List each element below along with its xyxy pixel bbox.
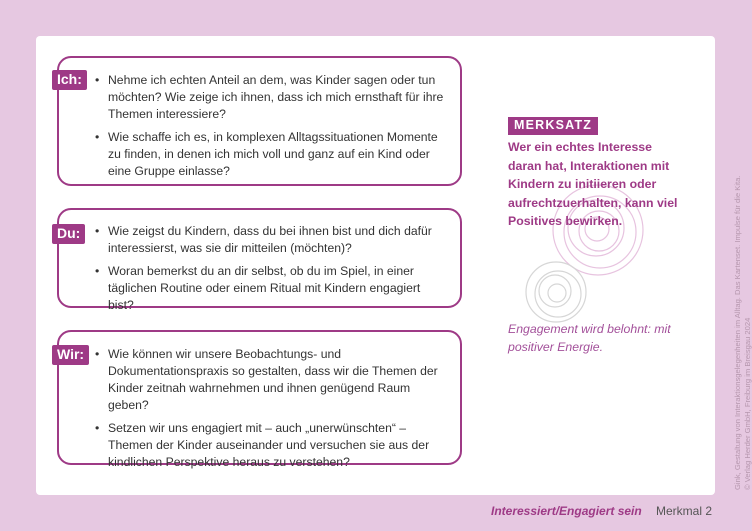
du-box bbox=[57, 208, 462, 312]
credits bbox=[733, 176, 752, 490]
footer-title: Interessiert/Engagiert sein bbox=[491, 504, 642, 518]
ich-tag: Ich: bbox=[52, 70, 87, 90]
ich-list bbox=[92, 72, 448, 180]
footer-page: Merkmal 2 bbox=[656, 504, 713, 518]
credits-line-2: © Verlag Herder GmbH, Freiburg im Breisgau 2024 bbox=[742, 317, 752, 490]
wir-item-1: • Wie können wir unsere Beobachtungs- und Dokumentationspraxis so gestalten, dass wir die Themen der Kinder zeitnah wahrnehmen und ihnen genügend Raum geben? bbox=[92, 346, 448, 414]
merksatz-text: Wer ein echtes Interesse daran hat, Interaktionen mit Kindern zu initiieren oder aufrechtzuerhalten, kann viel Positives bewirken. bbox=[508, 140, 678, 228]
wir-tag: Wir: bbox=[52, 345, 89, 365]
ich-box bbox=[57, 56, 462, 186]
energy-caption: Engagement wird belohnt: mit positiver Energie. bbox=[508, 322, 671, 354]
ich-item-1: • Nehme ich echten Anteil an dem, was Kinder sagen oder tun möchten? Wie zeige ich ihnen, dass ich mich ernsthaft für ihre Themen interessiere? bbox=[92, 72, 448, 123]
du-tag: Du: bbox=[52, 224, 85, 244]
credits-line-1: Gink, Gestaltung von Interaktionsgelegenheiten im Alltag. Das Kartenset. Impulse für die Kita. bbox=[733, 175, 742, 490]
wir-item-2: • Setzen wir uns engagiert mit – auch „unerwünschten“ – Themen der Kinder auseinander und versuchen sie aus der kindlichen Perspektive heraus zu verstehen? bbox=[92, 420, 448, 471]
du-item-1: • Wie zeigst du Kindern, dass du bei ihnen bist und dich dafür interessierst, was sie dir mitteilen (möchten)? bbox=[92, 223, 448, 257]
wir-list bbox=[92, 346, 448, 471]
du-list bbox=[92, 223, 448, 314]
du-item-2: • Woran bemerkst du an dir selbst, ob du im Spiel, in einer täglichen Routine oder einem Ritual mit Kindern engagiert bist? bbox=[92, 263, 448, 314]
merksatz-title: MERKSATZ bbox=[508, 117, 598, 135]
ich-item-2: • Wie schaffe ich es, in komplexen Alltagssituationen Momente zu finden, in denen ich mich voll und ganz auf ein Kind oder eine Gruppe einlasse? bbox=[92, 129, 448, 180]
wir-box bbox=[57, 330, 462, 469]
